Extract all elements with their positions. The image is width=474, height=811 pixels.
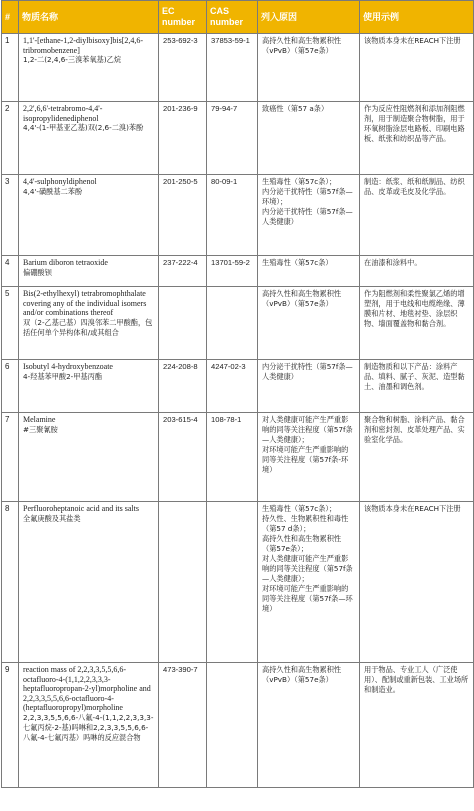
ec-number: 201-236-9 <box>159 102 207 175</box>
substance-name-en: Isobutyl 4-hydroxybenzoate <box>23 362 113 371</box>
use-example: 制造：纸浆、纸和纸制品、纺织品、皮革或毛皮及化学品。 <box>360 175 474 256</box>
row-number: 3 <box>2 175 19 256</box>
header-ec: EC number <box>159 1 207 34</box>
inclusion-reason: 高持久性和高生物累积性（vPvB）（第57e条） <box>258 287 360 360</box>
inclusion-reason: 致癌性（第57 a条） <box>258 102 360 175</box>
substance-name <box>19 175 159 256</box>
ec-number <box>159 502 207 663</box>
row-number: 8 <box>2 502 19 663</box>
table-row <box>2 256 474 287</box>
substance-name <box>19 34 159 102</box>
header-row <box>2 1 474 34</box>
substance-name <box>19 256 159 287</box>
inclusion-reason: 内分泌干扰特性（第57f条—人类健康） <box>258 360 360 413</box>
row-number: 6 <box>2 360 19 413</box>
row-number: 7 <box>2 413 19 502</box>
header-use: 使用示例 <box>360 1 474 34</box>
header-cas: CAS number <box>207 1 258 34</box>
substance-name-zh: 4-羟基苯甲酸2-甲基丙酯 <box>23 371 103 381</box>
substance-name-en: Perfluoroheptanoic acid and its salts <box>23 504 139 513</box>
row-number: 2 <box>2 102 19 175</box>
inclusion-reason: 高持久性和高生物累积性（vPvB）（第57e条） <box>258 34 360 102</box>
ec-number: 224-208-8 <box>159 360 207 413</box>
cas-number <box>207 663 258 788</box>
substance-name-en: Melamine <box>23 415 56 424</box>
ec-number: 203-615-4 <box>159 413 207 502</box>
ec-number: 473-390-7 <box>159 663 207 788</box>
cas-number: 37853-59-1 <box>207 34 258 102</box>
substance-name-en: 2,2',6,6'-tetrabromo-4,4'-isopropylidenediphenol <box>23 104 103 123</box>
table-row <box>2 287 474 360</box>
substance-name <box>19 287 159 360</box>
use-example: 聚合物和树脂、涂料产品、黏合剂和密封剂、皮革处理产品、实验室化学品。 <box>360 413 474 502</box>
table-row <box>2 502 474 663</box>
substance-name-zh: 偏硼酸钡 <box>23 267 52 277</box>
substance-name-en: 4,4'-sulphonyldiphenol <box>23 177 97 186</box>
substance-name-en: 1,1'-[ethane-1,2-diylbisoxy]bis[2,4,6-tribromobenzene] <box>23 36 144 55</box>
substance-name-en: Bis(2-ethylhexyl) tetrabromophthalate covering any of the individual isomers and/or combinations thereof <box>23 289 147 318</box>
ec-number: 253-692-3 <box>159 34 207 102</box>
use-example: 该物质本身未在REACH下注册 <box>360 502 474 663</box>
inclusion-reason: 生殖毒性（第57c条）； 持久性、生物累积性和毒性（第57 d条）； 高持久性和高生物累积性（第57e条）； 对人类健康可能产生严重影响的同等关注程度（第57f条—人类健康）； 对环境可能产生严重影响的同等关注程度（第57f条—环境） <box>258 502 360 663</box>
table-row <box>2 175 474 256</box>
table-row <box>2 34 474 102</box>
cas-number: 13701-59-2 <box>207 256 258 287</box>
ec-number: 201-250-5 <box>159 175 207 256</box>
use-example: 制造物质和以下产品：涂料产品、填料、腻子、灰泥、造型黏土、油墨和调色剂。 <box>360 360 474 413</box>
row-number: 4 <box>2 256 19 287</box>
table-row <box>2 360 474 413</box>
ec-number: 237-222-4 <box>159 256 207 287</box>
header-reason: 列入原因 <box>258 1 360 34</box>
substance-name-zh: 1,2-二(2,4,6-三溴苯氧基)乙烷 <box>23 55 122 65</box>
cas-number: 4247-02-3 <box>207 360 258 413</box>
row-number: 1 <box>2 34 19 102</box>
ec-number <box>159 287 207 360</box>
substance-name-zh: 双（2-乙基己基）四溴邻苯二甲酸酯，包括任何单个异构体和/或其组合 <box>23 317 153 337</box>
inclusion-reason: 高持久性和高生物累积性（vPvB）（第57e条） <box>258 663 360 788</box>
use-example: 在油漆和涂料中。 <box>360 256 474 287</box>
cas-number: 80-09-1 <box>207 175 258 256</box>
substance-name <box>19 102 159 175</box>
use-example: 该物质本身未在REACH下注册 <box>360 34 474 102</box>
table-row <box>2 663 474 788</box>
substance-name-zh: 全氟庚酸及其盐类 <box>23 513 81 523</box>
use-example: 用于物品、专业工人（广泛使用）、配制或重新包装、工业场所和制造业。 <box>360 663 474 788</box>
svhc-table <box>1 0 474 788</box>
header-name: 物质名称 <box>19 1 159 34</box>
table-row <box>2 102 474 175</box>
table-row <box>2 413 474 502</box>
substance-name-en: Barium diboron tetraoxide <box>23 258 108 267</box>
substance-name-zh: 2,2,3,3,5,5,6,6-八氟-4-(1,1,2,2,3,3,3-七氟丙烷-2-基)吗啉和2,2,3,3,5,5,6,6-八氟-4-七氟丙基）吗啉的反应混合物 <box>23 712 154 742</box>
row-number: 9 <box>2 663 19 788</box>
row-number: 5 <box>2 287 19 360</box>
substance-name <box>19 663 159 788</box>
cas-number <box>207 502 258 663</box>
substance-name-en: reaction mass of 2,2,3,3,5,5,6,6-octafluoro-4-(1,1,2,2,3,3,3-heptafluoropropan-2-yl)morpholine and 2,2,3,3,5,5,6,6-octafluoro-4-(heptafluoropropyl)morpholine <box>23 665 151 713</box>
substance-name-zh: #三聚氰胺 <box>23 424 58 434</box>
inclusion-reason: 生殖毒性（第57c条）； 内分泌干扰特性（第57f条—环境）； 内分泌干扰特性（第57f条—人类健康） <box>258 175 360 256</box>
use-example: 作为反应性阻燃剂和添加剂阻燃剂，用于制造聚合物树脂，用于环氧树脂涂层电路板、印刷电路板、纸张和纺织品等产品。 <box>360 102 474 175</box>
cas-number <box>207 287 258 360</box>
use-example: 作为阻燃剂和柔性聚氯乙烯的增塑剂，用于电线和电缆绝缘、薄膜和片材、地毯衬垫、涂层织物、墙面覆盖物和黏合剂。 <box>360 287 474 360</box>
substance-name <box>19 502 159 663</box>
header-num: # <box>2 1 19 34</box>
substance-name-zh: 4,4'-磺酰基二苯酚 <box>23 186 83 196</box>
substance-name <box>19 360 159 413</box>
inclusion-reason: 生殖毒性（第57c条） <box>258 256 360 287</box>
cas-number: 79-94-7 <box>207 102 258 175</box>
substance-name <box>19 413 159 502</box>
inclusion-reason: 对人类健康可能产生严重影响的同等关注程度（第57f条—人类健康）； 对环境可能产生严重影响的同等关注程度（第57f条-环境） <box>258 413 360 502</box>
substance-name-zh: 4,4'-(1-甲基亚乙基)双(2,6-二溴)苯酚 <box>23 123 144 133</box>
cas-number: 108-78-1 <box>207 413 258 502</box>
